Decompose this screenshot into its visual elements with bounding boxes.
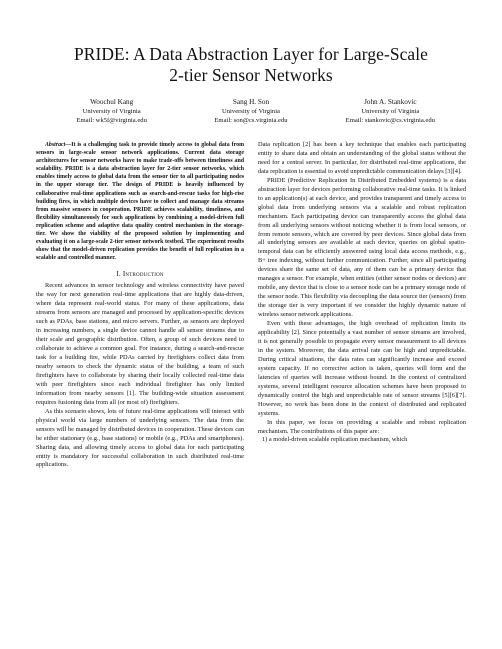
paragraph: Even with these advantages, the high overhead of replication limits its applicability [2]. Since potentially a vast number of sensor streams are involved, it is not generally possible to propagate every sensor measurement to all devices in the system. Moreover, the data arrival rate can be high and unpredictable. During critical situations, the data rates can significantly increase and exceed system capacity. If no corrective action is taken, queries will form and the latencies of queries will increase without bound. In the context of centralized systems, several intelligent resource allocation schemes have been proposed to dynamically control the high and unpredictable rate of sensor streams [5][6][7]. However, no work has been done in the context of distributed and replicated systems. [258,320,466,417]
author-affiliation: University of Virginia [82,108,141,115]
left-column [36,141,244,470]
body-columns [36,141,466,470]
paragraph: PRIDE (Predictive Replication In Distributed Embedded systems) is a data abstraction layer for devices performing collaborative real-time tasks. It is linked to an application(s) at each device, and provides transparent and timely access to global data from underlying sensors via a scalable and robust replication mechanism. Each participating device can transparently access the global data from all underlying sensors without noticing whether it is from local sensors, or from remote sensors, which are covered by peer devices. Since global data from all underlying sensors are available at each device, queries on global spatio-temporal data can be efficiently answered using local data access methods, e.g., B+ tree indexing, without further communication. Further, since all participating devices share the same set of data, any of them can be a primary device that manages a sensor. For example, when entities (either sensor nodes or devices) are mobile, any device that is close to a sensor node can be a primary storage node of the sensor node. This flexibility via decoupling the data source tier (sensors) from the storage tier is very important if we consider the highly dynamic nature of wireless sensor network applications. [258,176,466,319]
title-line-2: 2-tier Sensor Networks [169,65,333,85]
right-column [258,141,466,470]
author-name: Woochul Kang [90,98,134,106]
contribution-list-item: 1) a model-driven scalable replication mechanism, which [262,436,408,444]
author-email: Email: stankovic@cs.virginia.edu [345,117,435,124]
author-affiliation: University of Virginia [361,108,420,115]
paragraph: In this paper, we focus on providing a scalable and robust replication mechanism. The contributions of this paper are: [258,418,466,435]
author-3 [321,98,460,125]
author-affiliation: University of Virginia [222,108,280,115]
author-name: Sang H. Son [232,98,270,106]
author-block [36,98,466,125]
abstract-text: —It is a challenging task to provide timely access to global data from sensors in large-scale sensor network applications. Current data storage architectures for sensor networks have to make trade-offs between timeliness and scalability. PRIDE is a data abstraction layer for 2-tier sensor networks, which enables timely access to global data from the sensor tier to all participating nodes in the upper storage tier. The design of PRIDE is heavily influenced by collaborative real-time applications such as search-and-rescue tasks for high-rise building fires, in which multiple devices have to collect and manage data streams from massive sensors in cooperation. PRIDE achieves scalability, timeliness, and flexibility simultaneously for such applications by combining a model-driven full replication scheme and adaptive data quality control mechanism in the storage-tier. We show the viability of the proposed solution by implementing and evaluating it on a large-scale 2-tier sensor network testbed. The experiment results show that the model-driven replication provides the benefit of full replication in a scalable and controlled manner. [36,142,244,262]
title-line-1: PRIDE: A Data Abstraction Layer for Large-Scale [73,44,428,64]
author-name: John A. Stankovic [364,98,417,106]
paper-title [36,44,466,86]
author-email: Email: wk5f@virginia.edu [76,117,147,124]
paragraph: Data replication [2] has been a key technique that enables each participating entity to share data and obtain an understanding of the global status without the need for a central server. In particular, for distributed real-time applications, the data replication is essential to avoid unpredictable communication delays [3][4]. [258,141,466,175]
author-email: Email: son@cs.virginia.edu [214,117,288,124]
paragraph: As this scenario shows, lots of future real-time applications will interact with physical world via large numbers of underlying sensors. The data from the sensors will be managed by distributed devices in cooperation. These devices can be either stationary (e.g., base stations) or mobile (e.g., PDAs and smartphones). Sharing data, and allowing timely access to global data for each participating entity is mandatory for successful collaboration in such distributed real-time applications. [36,407,244,469]
author-2 [181,98,320,125]
author-1 [42,98,181,125]
abstract-label: Abstract [45,142,66,148]
abstract [36,141,244,262]
paragraph: Recent advances in sensor technology and wireless connectivity have paved the way for next generation real-time applications that are highly data-driven, where data represent real-world status. For many of these applications, data streams from sensors are managed and processed by application-specific devices such as PDAs, base stations, and micro servers. Further, as sensors are deployed in increasing numbers, a single device cannot handle all sensor streams due to their scale and geographic distribution. Often, a group of such devices need to collaborate to achieve a common goal. For instance, during a search-and-rescue task for a building fire, while PDAs carried by firefighters collect data from nearby sensors to check the dynamic status of the building, a team of such firefighters have to collaborate by sharing their locally collected real-time data with peer firefighters since each individual firefighter has only limited information from nearby sensors [1]. The building-wide situation assessment requires fusioning data from all (or most of) firefighters. [36,282,244,406]
section-heading-introduction: I. Introduction [116,270,164,279]
